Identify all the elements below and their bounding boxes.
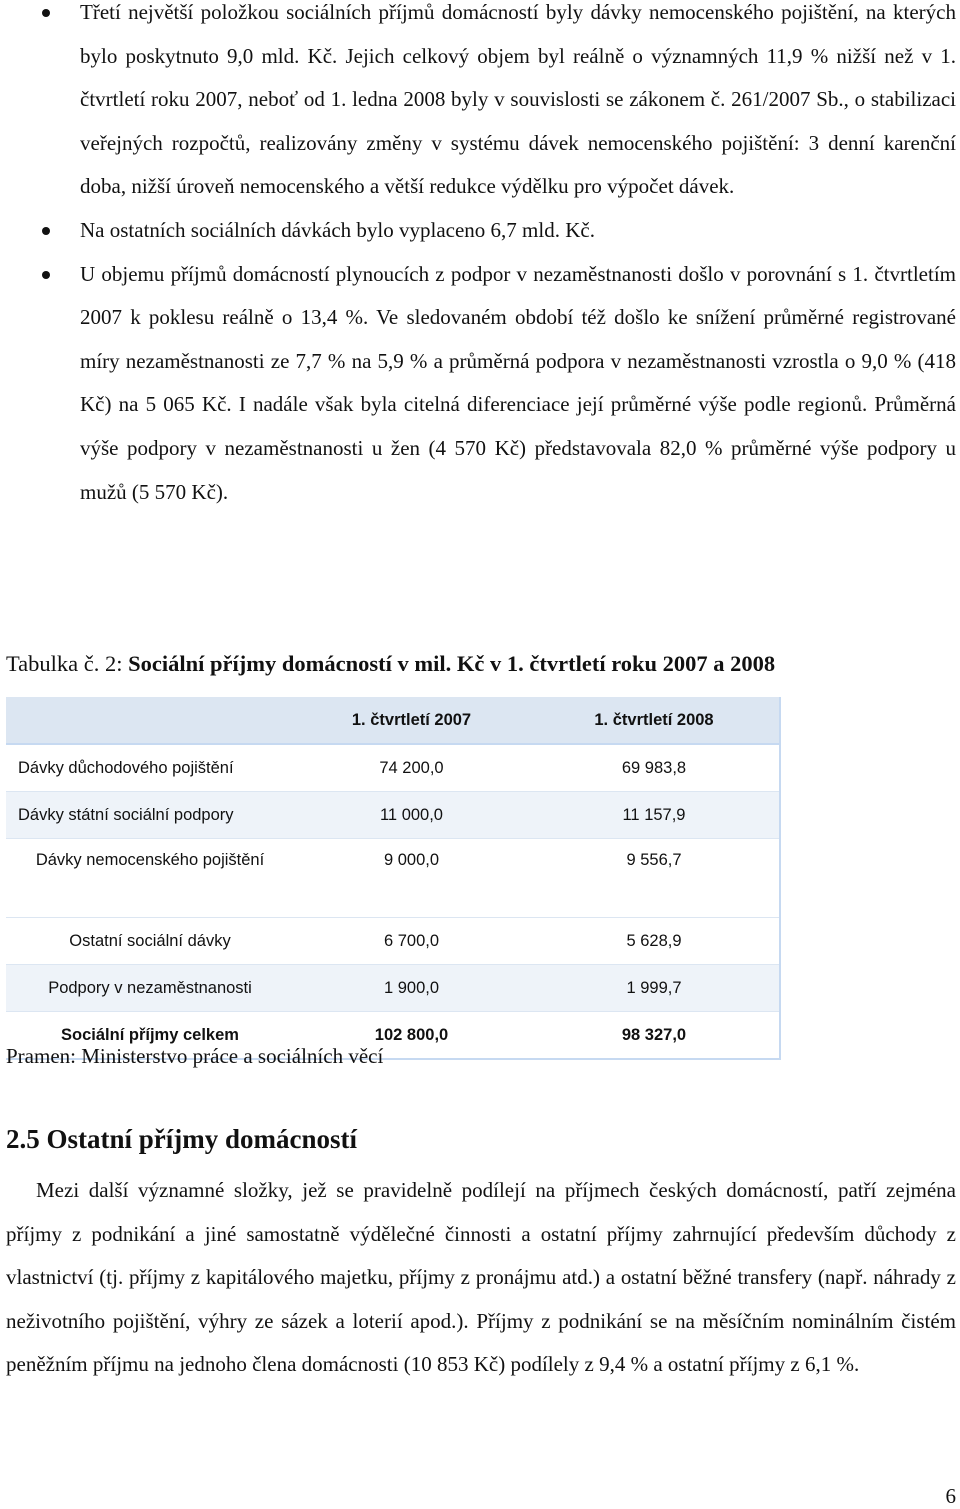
bullet-item: [0, 209, 960, 253]
value-2008: 98 327,0: [529, 1012, 780, 1060]
bullet-text: Na ostatních sociálních dávkách bylo vyplaceno 6,7 mld. Kč.: [80, 217, 595, 242]
table-row: [6, 792, 780, 839]
value-2007: 6 700,0: [294, 918, 529, 965]
value-2007: 9 000,0: [294, 839, 529, 918]
value-2008: 69 983,8: [529, 744, 780, 792]
row-label: [6, 839, 294, 918]
bullet-dot-icon: [42, 227, 50, 235]
value-2007: 102 800,0: [294, 1012, 529, 1060]
table-row: [6, 965, 780, 1012]
table-row: [6, 839, 780, 918]
section-heading: 2.5 Ostatní příjmy domácností: [6, 1124, 357, 1154]
table-header-row: [6, 697, 780, 744]
row-label-text: Dávky nemocenského pojištění: [35, 851, 265, 869]
bullet-list: [0, 0, 960, 514]
row-label: Sociální příjmy celkem: [6, 1012, 294, 1060]
value-2008: 11 157,9: [529, 792, 780, 839]
table-header-cell: [6, 697, 294, 744]
table-row: [6, 744, 780, 792]
table-caption-title: Sociální příjmy domácností v mil. Kč v 1. čtvrtletí roku 2007 a 2008: [128, 651, 776, 676]
table-row: [6, 918, 780, 965]
value-2008: 5 628,9: [529, 918, 780, 965]
table-source: Pramen: Ministerstvo práce a sociálních věcí: [6, 1044, 384, 1068]
body-paragraph: Mezi další významné složky, jež se pravidelně podílejí na příjmech českých domácností, patří zejména příjmy z podnikání a jiné samostatně výdělečné činnosti a ostatní příjmy zahrnující především důchody z vlastnictví (tj. příjmy z kapitálového majetku, příjmy z pronájmu atd.) a ostatní běžné transfery (např. náhrady z neživotního pojištění, výhry ze sázek a loterií apod.). Příjmy z podnikání se na měsíčním nominálním čistém peněžním příjmu na jednoho člena domácnosti (10 853 Kč) podílely z 9,4 % a ostatní příjmy z 6,1 %.: [6, 1178, 956, 1377]
row-label: Dávky státní sociální podpory: [6, 792, 294, 839]
value-2008: 1 999,7: [529, 965, 780, 1012]
bullet-text: Třetí největší položkou sociálních příjmů domácností byly dávky nemocenského pojištění, na kterých bylo poskytnuto 9,0 mld. Kč. Jejich celkový objem byl reálně o významných 11,9 % nižší než v 1. čtvrtletí roku 2007, neboť od 1. ledna 2008 byly v souvislosti se zákonem č. 261/2007 Sb., o stabilizaci veřejných rozpočtů, realizovány změny v systému dávek nemocenského pojištění: 3 denní karenční doba, nižší úroveň nemocenského a větší redukce výdělku pro výpočet dávek.: [80, 0, 956, 199]
row-label: Ostatní sociální dávky: [6, 918, 294, 965]
value-2008: 9 556,7: [529, 839, 780, 918]
bullet-item: [0, 253, 960, 515]
social-income-table: [6, 697, 781, 1060]
table-header-cell: 1. čtvrtletí 2007: [294, 697, 529, 744]
bullet-text: U objemu příjmů domácností plynoucích z podpor v nezaměstnanosti došlo v porovnání s 1. čtvrtletím 2007 k poklesu reálně o 13,4 %. Ve sledovaném období též došlo ke snížení průměrné registrované míry nezaměstnanosti ze 7,7 % na 5,9 % a průměrná podpora v nezaměstnanosti vzrostla o 9,0 % (418 Kč) na 5 065 Kč. I nadále však byla citelná diferenciace její průměrné výše podle regionů. Průměrná výše podpory v nezaměstnanosti u žen (4 570 Kč) představovala 82,0 % průměrné výše podpory u mužů (5 570 Kč).: [80, 261, 956, 504]
page-number: 6: [945, 1484, 956, 1508]
row-label: Podpory v nezaměstnanosti: [6, 965, 294, 1012]
value-2007: 1 900,0: [294, 965, 529, 1012]
bullet-dot-icon: [42, 271, 50, 279]
table-caption: [6, 651, 775, 677]
row-label: Dávky důchodového pojištění: [6, 744, 294, 792]
table-header-cell: 1. čtvrtletí 2008: [529, 697, 780, 744]
table-caption-prefix: Tabulka č. 2:: [6, 651, 129, 676]
value-2007: 74 200,0: [294, 744, 529, 792]
value-2007: 11 000,0: [294, 792, 529, 839]
bullet-dot-icon: [42, 9, 50, 17]
bullet-item: [0, 0, 960, 209]
